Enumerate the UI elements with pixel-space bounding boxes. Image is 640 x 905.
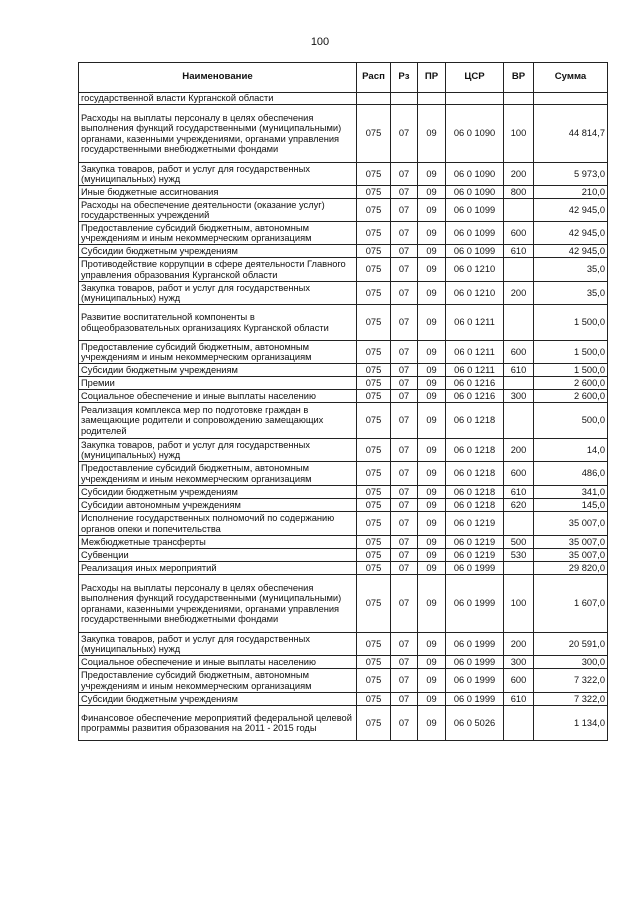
cell-pr: 09 (418, 439, 446, 462)
table-row (79, 93, 608, 105)
header-row (79, 63, 608, 93)
cell-pr: 09 (418, 377, 446, 390)
cell-name: Развитие воспитательной компоненты в общеобразовательных организациях Курганской области (79, 305, 357, 341)
cell-rz: 07 (391, 341, 418, 364)
cell-name: Субсидии автономным учреждениям (79, 499, 357, 512)
cell-rz: 07 (391, 258, 418, 282)
cell-sum: 341,0 (534, 486, 608, 499)
cell-name: государственной власти Курганской области (79, 93, 357, 105)
cell-rasp: 075 (357, 669, 391, 693)
cell-name: Межбюджетные трансферты (79, 536, 357, 549)
cell-sum: 500,0 (534, 403, 608, 439)
cell-vr: 600 (504, 669, 534, 693)
cell-rasp: 075 (357, 693, 391, 706)
table-row (79, 512, 608, 536)
cell-csr: 06 0 1219 (446, 512, 504, 536)
cell-rz: 07 (391, 549, 418, 562)
cell-name: Субсидии бюджетным учреждениям (79, 245, 357, 258)
cell-pr: 09 (418, 706, 446, 741)
cell-rasp: 075 (357, 575, 391, 633)
cell-pr: 09 (418, 633, 446, 656)
cell-pr: 09 (418, 163, 446, 186)
cell-vr: 600 (504, 462, 534, 486)
cell-rasp: 075 (357, 656, 391, 669)
table-row (79, 258, 608, 282)
cell-vr: 600 (504, 341, 534, 364)
cell-vr: 200 (504, 282, 534, 305)
cell-vr (504, 305, 534, 341)
cell-vr: 610 (504, 693, 534, 706)
cell-sum: 1 607,0 (534, 575, 608, 633)
budget-table (78, 62, 608, 741)
cell-rz: 07 (391, 462, 418, 486)
table-row (79, 163, 608, 186)
cell-sum: 2 600,0 (534, 390, 608, 403)
table-row (79, 105, 608, 163)
cell-pr: 09 (418, 245, 446, 258)
cell-csr: 06 0 1211 (446, 305, 504, 341)
cell-rz: 07 (391, 377, 418, 390)
cell-pr: 09 (418, 305, 446, 341)
cell-pr: 09 (418, 390, 446, 403)
cell-pr: 09 (418, 562, 446, 575)
cell-rasp: 075 (357, 706, 391, 741)
cell-pr: 09 (418, 341, 446, 364)
cell-csr: 06 0 1090 (446, 186, 504, 199)
cell-rz: 07 (391, 282, 418, 305)
cell-sum: 44 814,7 (534, 105, 608, 163)
table-row (79, 499, 608, 512)
cell-vr: 610 (504, 364, 534, 377)
cell-rz: 07 (391, 245, 418, 258)
header-rasp: Расп (357, 63, 391, 93)
cell-csr: 06 0 1999 (446, 669, 504, 693)
table-row (79, 706, 608, 741)
cell-vr: 200 (504, 633, 534, 656)
cell-rasp: 075 (357, 105, 391, 163)
cell-csr: 06 0 1216 (446, 390, 504, 403)
cell-sum: 1 134,0 (534, 706, 608, 741)
cell-vr: 620 (504, 499, 534, 512)
cell-rasp: 075 (357, 305, 391, 341)
cell-name: Субсидии бюджетным учреждениям (79, 486, 357, 499)
cell-rasp: 075 (357, 536, 391, 549)
cell-name: Закупка товаров, работ и услуг для государственных (муниципальных) нужд (79, 282, 357, 305)
cell-rasp: 075 (357, 512, 391, 536)
table-row (79, 186, 608, 199)
cell-sum: 486,0 (534, 462, 608, 486)
cell-rz: 07 (391, 364, 418, 377)
cell-vr (504, 403, 534, 439)
cell-rz: 07 (391, 512, 418, 536)
cell-pr: 09 (418, 549, 446, 562)
cell-vr: 100 (504, 105, 534, 163)
cell-csr: 06 0 1099 (446, 199, 504, 222)
cell-vr (504, 512, 534, 536)
table-row (79, 403, 608, 439)
table-row (79, 549, 608, 562)
cell-rasp: 075 (357, 549, 391, 562)
cell-pr: 09 (418, 499, 446, 512)
cell-sum: 35,0 (534, 282, 608, 305)
cell-rz: 07 (391, 656, 418, 669)
cell-csr: 06 0 1219 (446, 536, 504, 549)
header-name: Наименование (79, 63, 357, 93)
table-row (79, 364, 608, 377)
cell-rz: 07 (391, 669, 418, 693)
cell-rasp: 075 (357, 245, 391, 258)
header-vr: ВР (504, 63, 534, 93)
cell-pr: 09 (418, 656, 446, 669)
cell-rz: 07 (391, 199, 418, 222)
cell-name: Предоставление субсидий бюджетным, автономным учреждениям и иным некоммерческим организациям (79, 462, 357, 486)
cell-vr: 610 (504, 245, 534, 258)
table-row (79, 439, 608, 462)
cell-sum: 20 591,0 (534, 633, 608, 656)
cell-csr: 06 0 1218 (446, 462, 504, 486)
cell-sum: 35 007,0 (534, 549, 608, 562)
cell-pr: 09 (418, 575, 446, 633)
cell-vr (504, 199, 534, 222)
table-row (79, 245, 608, 258)
cell-csr: 06 0 5026 (446, 706, 504, 741)
cell-rz: 07 (391, 706, 418, 741)
cell-csr: 06 0 1218 (446, 486, 504, 499)
table-row (79, 390, 608, 403)
header-rz: Рз (391, 63, 418, 93)
cell-name: Реализация комплекса мер по подготовке граждан в замещающие родители и сопровождению замещающих родителей (79, 403, 357, 439)
cell-csr: 06 0 1999 (446, 633, 504, 656)
cell-rasp: 075 (357, 633, 391, 656)
cell-rz: 07 (391, 390, 418, 403)
cell-csr: 06 0 1999 (446, 575, 504, 633)
cell-name: Закупка товаров, работ и услуг для государственных (муниципальных) нужд (79, 163, 357, 186)
cell-csr: 06 0 1090 (446, 105, 504, 163)
cell-rasp: 075 (357, 403, 391, 439)
cell-rasp: 075 (357, 199, 391, 222)
cell-pr: 09 (418, 199, 446, 222)
cell-name: Предоставление субсидий бюджетным, автономным учреждениям и иным некоммерческим организациям (79, 341, 357, 364)
cell-vr: 500 (504, 536, 534, 549)
cell-rasp: 075 (357, 499, 391, 512)
cell-csr: 06 0 1211 (446, 364, 504, 377)
cell-vr: 200 (504, 439, 534, 462)
cell-sum: 35,0 (534, 258, 608, 282)
cell-rasp: 075 (357, 222, 391, 245)
cell-pr: 09 (418, 486, 446, 499)
cell-rasp: 075 (357, 562, 391, 575)
table-row (79, 341, 608, 364)
cell-rz: 07 (391, 305, 418, 341)
cell-vr (504, 93, 534, 105)
cell-pr: 09 (418, 403, 446, 439)
cell-vr: 100 (504, 575, 534, 633)
cell-csr: 06 0 1210 (446, 282, 504, 305)
cell-pr: 09 (418, 282, 446, 305)
cell-csr: 06 0 1999 (446, 656, 504, 669)
page-number: 100 (310, 36, 330, 48)
cell-name: Финансовое обеспечение мероприятий федеральной целевой программы развития образования на 2011 - 2015 годы (79, 706, 357, 741)
cell-pr: 09 (418, 364, 446, 377)
cell-rz (391, 93, 418, 105)
cell-csr: 06 0 1999 (446, 562, 504, 575)
cell-rasp: 075 (357, 364, 391, 377)
table-row (79, 562, 608, 575)
cell-sum: 1 500,0 (534, 305, 608, 341)
cell-name: Предоставление субсидий бюджетным, автономным учреждениям и иным некоммерческим организациям (79, 222, 357, 245)
cell-name: Расходы на выплаты персоналу в целях обеспечения выполнения функций государственными (муниципальными) органами, казенными учреждениями, органами управления государственными внебюджетными фондами (79, 105, 357, 163)
cell-csr: 06 0 1218 (446, 499, 504, 512)
cell-rz: 07 (391, 222, 418, 245)
cell-vr (504, 562, 534, 575)
cell-rasp: 075 (357, 390, 391, 403)
cell-name: Закупка товаров, работ и услуг для государственных (муниципальных) нужд (79, 633, 357, 656)
table-row (79, 575, 608, 633)
cell-sum: 42 945,0 (534, 199, 608, 222)
cell-name: Субсидии бюджетным учреждениям (79, 693, 357, 706)
table-row (79, 222, 608, 245)
cell-pr: 09 (418, 669, 446, 693)
cell-vr (504, 258, 534, 282)
cell-vr: 300 (504, 390, 534, 403)
cell-csr: 06 0 1099 (446, 222, 504, 245)
cell-rz: 07 (391, 499, 418, 512)
cell-rasp: 075 (357, 439, 391, 462)
table-row (79, 693, 608, 706)
cell-sum (534, 93, 608, 105)
cell-rasp: 075 (357, 341, 391, 364)
cell-pr: 09 (418, 105, 446, 163)
cell-rasp (357, 93, 391, 105)
cell-csr: 06 0 1211 (446, 341, 504, 364)
table-row (79, 282, 608, 305)
cell-sum: 300,0 (534, 656, 608, 669)
cell-pr: 09 (418, 186, 446, 199)
cell-sum: 2 600,0 (534, 377, 608, 390)
cell-pr: 09 (418, 512, 446, 536)
cell-name: Иные бюджетные ассигнования (79, 186, 357, 199)
cell-sum: 7 322,0 (534, 669, 608, 693)
cell-name: Предоставление субсидий бюджетным, автономным учреждениям и иным некоммерческим организациям (79, 669, 357, 693)
cell-name: Социальное обеспечение и иные выплаты населению (79, 656, 357, 669)
cell-sum: 14,0 (534, 439, 608, 462)
cell-rasp: 075 (357, 282, 391, 305)
cell-vr: 200 (504, 163, 534, 186)
cell-name: Реализация иных мероприятий (79, 562, 357, 575)
cell-name: Противодействие коррупции в сфере деятельности Главного управления образования Курганской области (79, 258, 357, 282)
cell-vr: 300 (504, 656, 534, 669)
cell-pr: 09 (418, 258, 446, 282)
cell-vr: 600 (504, 222, 534, 245)
cell-csr: 06 0 1219 (446, 549, 504, 562)
cell-pr: 09 (418, 693, 446, 706)
cell-rz: 07 (391, 186, 418, 199)
cell-rz: 07 (391, 163, 418, 186)
cell-sum: 42 945,0 (534, 222, 608, 245)
cell-csr: 06 0 1210 (446, 258, 504, 282)
cell-csr: 06 0 1218 (446, 403, 504, 439)
cell-csr: 06 0 1218 (446, 439, 504, 462)
cell-name: Расходы на обеспечение деятельности (оказание услуг) государственных учреждений (79, 199, 357, 222)
cell-sum: 1 500,0 (534, 341, 608, 364)
cell-sum: 29 820,0 (534, 562, 608, 575)
cell-rz: 07 (391, 486, 418, 499)
cell-pr: 09 (418, 222, 446, 245)
cell-vr: 530 (504, 549, 534, 562)
cell-vr: 610 (504, 486, 534, 499)
cell-sum: 210,0 (534, 186, 608, 199)
cell-pr: 09 (418, 536, 446, 549)
table-row (79, 199, 608, 222)
table-row (79, 633, 608, 656)
cell-sum: 42 945,0 (534, 245, 608, 258)
cell-pr: 09 (418, 462, 446, 486)
cell-rasp: 075 (357, 163, 391, 186)
cell-rz: 07 (391, 693, 418, 706)
cell-rz: 07 (391, 562, 418, 575)
cell-name: Расходы на выплаты персоналу в целях обеспечения выполнения функций государственными (муниципальными) органами, казенными учреждениями, органами управления государственными внебюджетными фондами (79, 575, 357, 633)
cell-sum: 35 007,0 (534, 536, 608, 549)
cell-rz: 07 (391, 536, 418, 549)
cell-rz: 07 (391, 105, 418, 163)
cell-rasp: 075 (357, 486, 391, 499)
cell-name: Закупка товаров, работ и услуг для государственных (муниципальных) нужд (79, 439, 357, 462)
cell-pr (418, 93, 446, 105)
cell-name: Исполнение государственных полномочий по содержанию органов опеки и попечительства (79, 512, 357, 536)
cell-csr: 06 0 1216 (446, 377, 504, 390)
cell-name: Субсидии бюджетным учреждениям (79, 364, 357, 377)
header-pr: ПР (418, 63, 446, 93)
table-row (79, 377, 608, 390)
cell-sum: 145,0 (534, 499, 608, 512)
cell-rasp: 075 (357, 462, 391, 486)
cell-rz: 07 (391, 633, 418, 656)
cell-vr (504, 706, 534, 741)
table-row (79, 305, 608, 341)
cell-csr: 06 0 1999 (446, 693, 504, 706)
cell-rz: 07 (391, 439, 418, 462)
cell-name: Субвенции (79, 549, 357, 562)
cell-sum: 5 973,0 (534, 163, 608, 186)
header-csr: ЦСР (446, 63, 504, 93)
cell-csr (446, 93, 504, 105)
cell-csr: 06 0 1090 (446, 163, 504, 186)
cell-sum: 35 007,0 (534, 512, 608, 536)
cell-name: Премии (79, 377, 357, 390)
table-row (79, 656, 608, 669)
cell-rasp: 075 (357, 258, 391, 282)
cell-sum: 7 322,0 (534, 693, 608, 706)
table-row (79, 462, 608, 486)
table-row (79, 486, 608, 499)
header-sum: Сумма (534, 63, 608, 93)
table-row (79, 536, 608, 549)
cell-name: Социальное обеспечение и иные выплаты населению (79, 390, 357, 403)
cell-sum: 1 500,0 (534, 364, 608, 377)
table-row (79, 669, 608, 693)
cell-rasp: 075 (357, 186, 391, 199)
cell-vr (504, 377, 534, 390)
cell-vr: 800 (504, 186, 534, 199)
cell-csr: 06 0 1099 (446, 245, 504, 258)
cell-rz: 07 (391, 403, 418, 439)
cell-rz: 07 (391, 575, 418, 633)
cell-rasp: 075 (357, 377, 391, 390)
